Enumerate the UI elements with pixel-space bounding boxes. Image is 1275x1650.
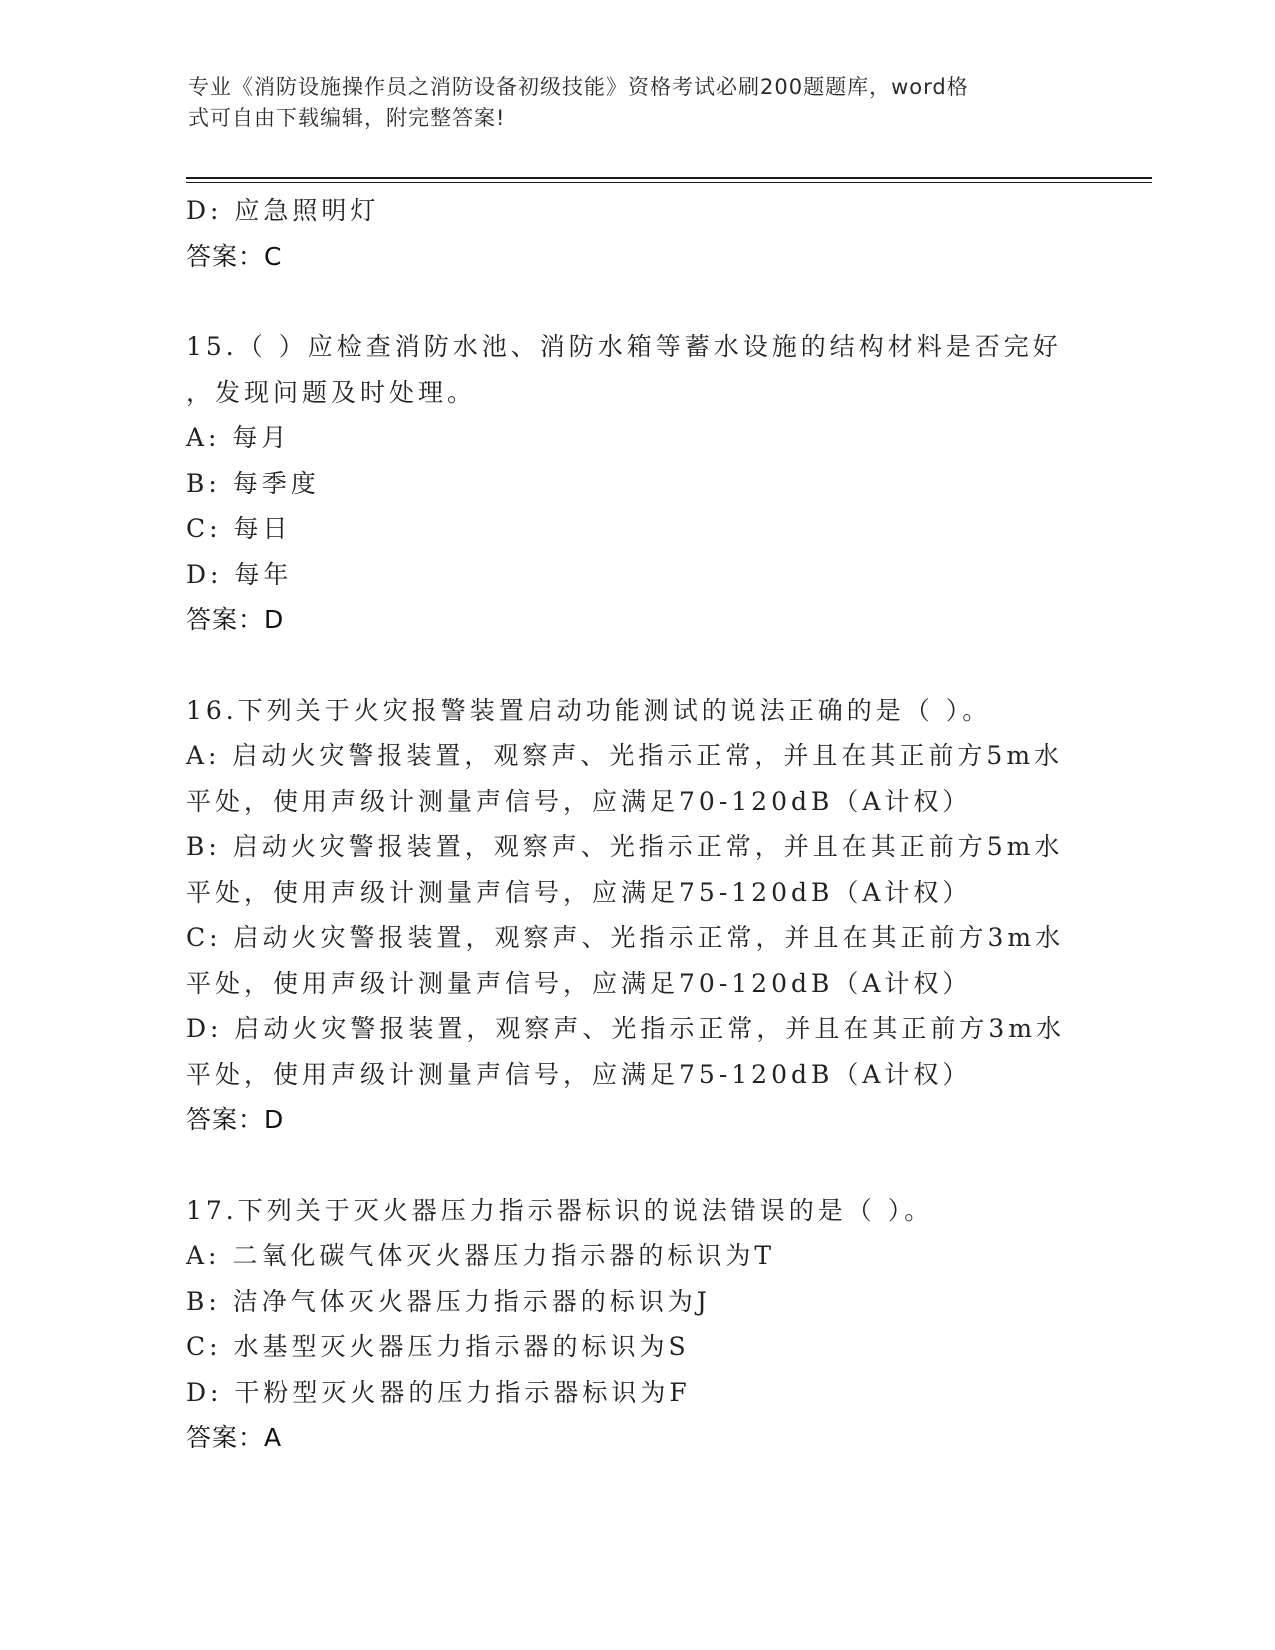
option-a-continued: 平处，使用声级计测量声信号，应满足70-120dB（A计权） [186, 786, 972, 816]
option-c: C: 启动火灾警报装置，观察声、光指示正常，并且在其正前方3m水 [186, 923, 1065, 952]
option-d: D: 每年 [186, 559, 293, 589]
option-d: D: 应急照明灯 [186, 196, 380, 225]
answer-line: 答案：D [186, 605, 285, 634]
spacer [186, 1143, 1086, 1188]
question-15 [186, 324, 1086, 643]
header-line-2: 式可自由下载编辑，附完整答案! [188, 106, 506, 130]
option-b: B: 每季度 [186, 468, 320, 498]
option-b-continued: 平处，使用声级计测量声信号，应满足75-120dB（A计权） [186, 877, 972, 907]
option-c-continued: 平处，使用声级计测量声信号，应满足70-120dB（A计权） [186, 968, 972, 998]
header-line-1: 专业《消防设施操作员之消防设备初级技能》资格考试必刷200题题库，word格 [188, 75, 969, 99]
option-a: A: 启动火灾警报装置，观察声、光指示正常，并且在其正前方5m水 [186, 741, 1064, 770]
question-stem: 16.下列关于火灾报警装置启动功能测试的说法正确的是（ ）。 [186, 695, 992, 725]
answer-line: 答案：A [186, 1423, 283, 1452]
document-header [188, 72, 1068, 134]
option-c: C: 每日 [186, 514, 292, 543]
question-stem: 15.（ ）应检查消防水池、消防水箱等蓄水设施的结构材料是否完好 [186, 332, 1062, 361]
answer-line: 答案：C [186, 241, 283, 271]
header-divider-thin [186, 182, 1152, 183]
option-d: D: 干粉型灭火器的压力指示器标识为F [186, 1377, 691, 1407]
option-d: D: 启动火灾警报装置，观察声、光指示正常，并且在其正前方3m水 [186, 1014, 1066, 1043]
question-stem-continued: ，发现问题及时处理。 [186, 377, 477, 407]
answer-line: 答案：D [186, 1105, 285, 1134]
option-b: B: 洁净气体灭火器压力指示器的标识为J [186, 1286, 711, 1316]
spacer [186, 643, 1086, 688]
option-b: B: 启动火灾警报装置，观察声、光指示正常，并且在其正前方5m水 [186, 832, 1064, 861]
question-17 [186, 1188, 1086, 1461]
question-16 [186, 688, 1086, 1143]
document-body [186, 188, 1086, 1461]
option-a: A: 二氧化碳气体灭火器压力指示器的标识为T [186, 1241, 776, 1270]
option-d-continued: 平处，使用声级计测量声信号，应满足75-120dB（A计权） [186, 1059, 972, 1089]
option-c: C: 水基型灭火器压力指示器的标识为S [186, 1332, 690, 1361]
question-stem: 17.下列关于灭火器压力指示器标识的说法错误的是（ ）。 [186, 1195, 934, 1225]
header-divider-thick [186, 177, 1152, 179]
spacer [186, 279, 1086, 324]
option-a: A: 每月 [186, 423, 291, 452]
